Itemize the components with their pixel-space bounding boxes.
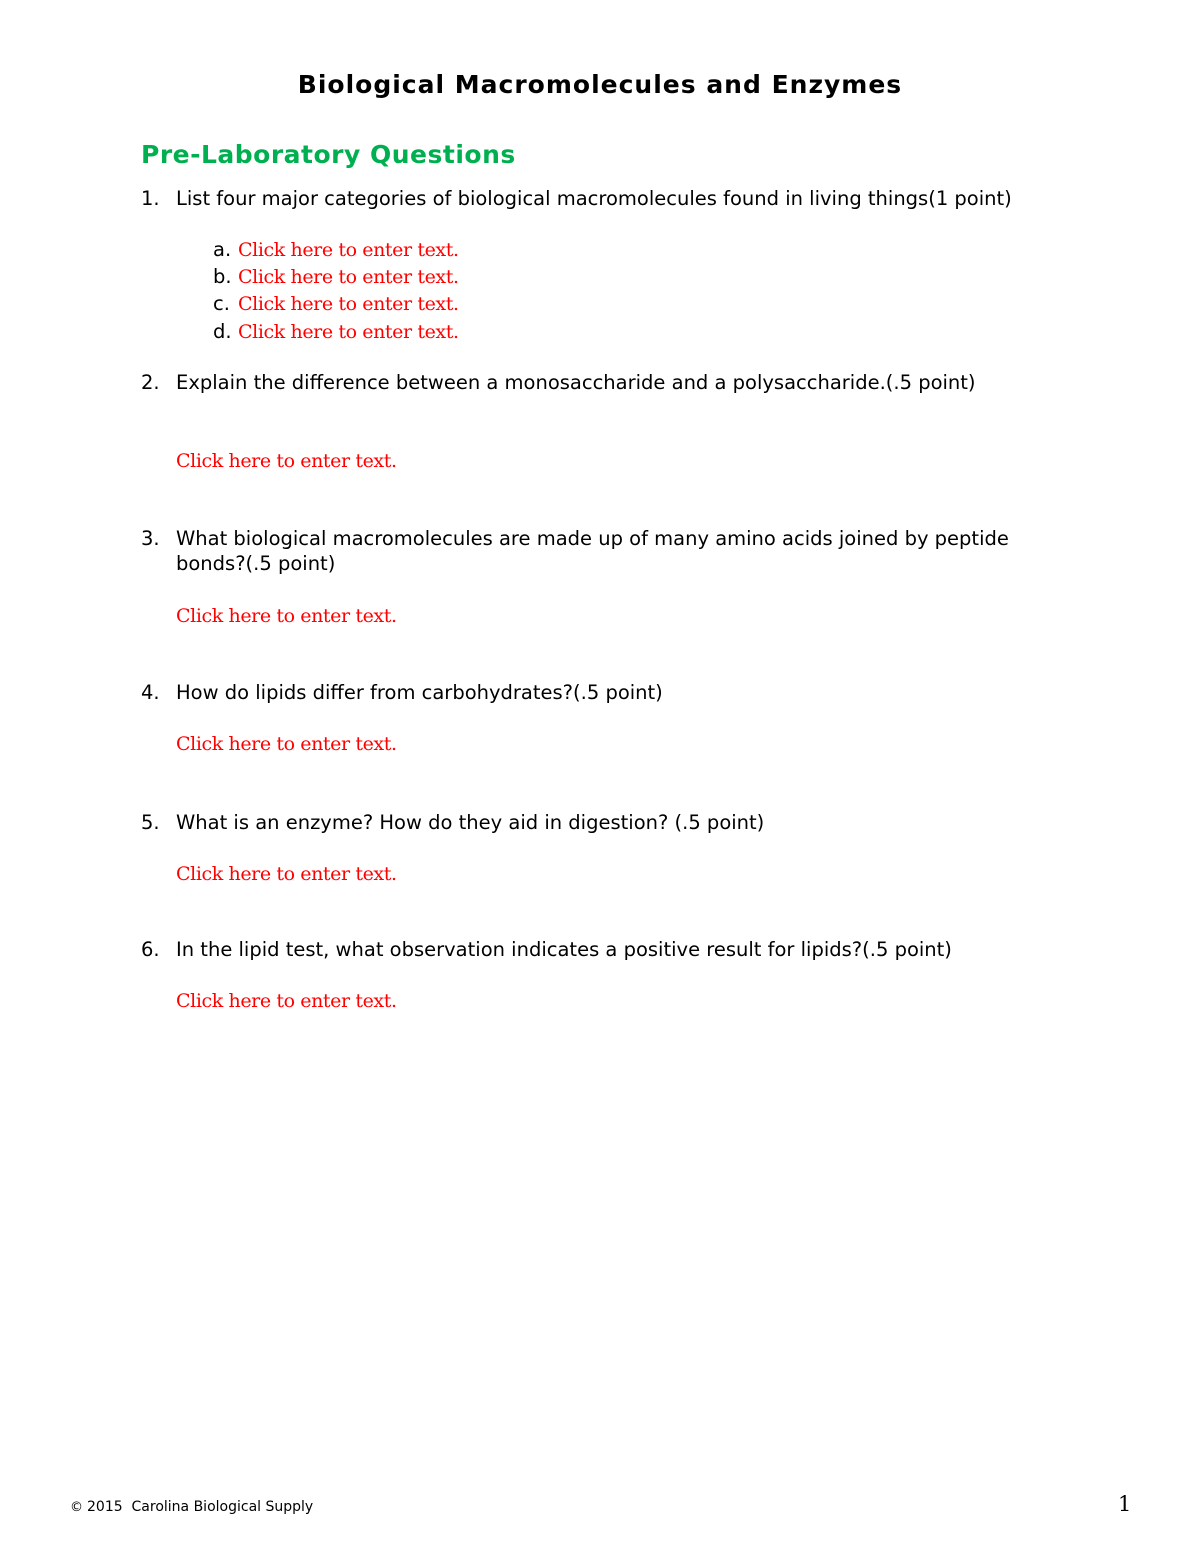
answer-6 <box>176 988 397 1015</box>
item-letter: b. <box>213 265 232 288</box>
question-number: 5. <box>141 811 160 834</box>
copyright-icon: © <box>70 1500 83 1515</box>
question-text: In the lipid test, what observation indicates a positive result for lipids?(.5 point) <box>176 938 952 961</box>
answer-field[interactable]: Click here to enter text. <box>238 266 459 288</box>
item-letter: d. <box>213 320 232 343</box>
answer-field[interactable]: Click here to enter text. <box>176 863 397 885</box>
answer-item-b <box>213 264 459 290</box>
question-3 <box>141 526 1061 576</box>
answer-3 <box>176 603 397 630</box>
footer-copyright <box>70 1499 313 1515</box>
question-number: 3. <box>141 527 160 550</box>
question-number: 4. <box>141 681 160 704</box>
document-title: Biological Macromolecules and Enzymes <box>297 70 903 99</box>
answer-field[interactable]: Click here to enter text. <box>176 733 397 755</box>
answer-field[interactable]: Click here to enter text. <box>176 605 397 627</box>
question-text: Explain the difference between a monosaccharide and a polysaccharide.(.5 point) <box>176 371 976 394</box>
answer-field[interactable]: Click here to enter text. <box>238 293 459 315</box>
question-text: How do lipids differ from carbohydrates?(.5 point) <box>176 681 663 704</box>
answer-2 <box>176 448 397 475</box>
answer-item-d <box>213 319 459 345</box>
question-6 <box>141 937 1061 962</box>
item-letter: a. <box>213 238 232 261</box>
question-text: What is an enzyme? How do they aid in digestion? (.5 point) <box>176 811 765 834</box>
question-text: List four major categories of biological macromolecules found in living things(1 point) <box>176 187 1012 210</box>
question-number: 2. <box>141 371 160 394</box>
question-2 <box>141 370 1061 395</box>
answer-item-a <box>213 237 459 263</box>
item-letter: c. <box>213 292 230 315</box>
question-number: 6. <box>141 938 160 961</box>
answer-field[interactable]: Click here to enter text. <box>238 239 459 261</box>
question-4 <box>141 680 1061 705</box>
answer-4 <box>176 731 397 758</box>
answer-item-c <box>213 291 459 317</box>
question-1 <box>141 186 1061 211</box>
question-text: What biological macromolecules are made up of many amino acids joined by peptide bonds?(.5 point) <box>176 527 1009 575</box>
answer-5 <box>176 861 397 888</box>
answer-field[interactable]: Click here to enter text. <box>176 990 397 1012</box>
answer-field[interactable]: Click here to enter text. <box>238 321 459 343</box>
question-number: 1. <box>141 187 160 210</box>
footer-text: 2015 Carolina Biological Supply <box>87 1499 314 1515</box>
answer-field[interactable]: Click here to enter text. <box>176 450 397 472</box>
question-5 <box>141 810 1061 835</box>
page-number: 1 <box>1118 1492 1132 1516</box>
section-heading: Pre-Laboratory Questions <box>141 140 516 169</box>
